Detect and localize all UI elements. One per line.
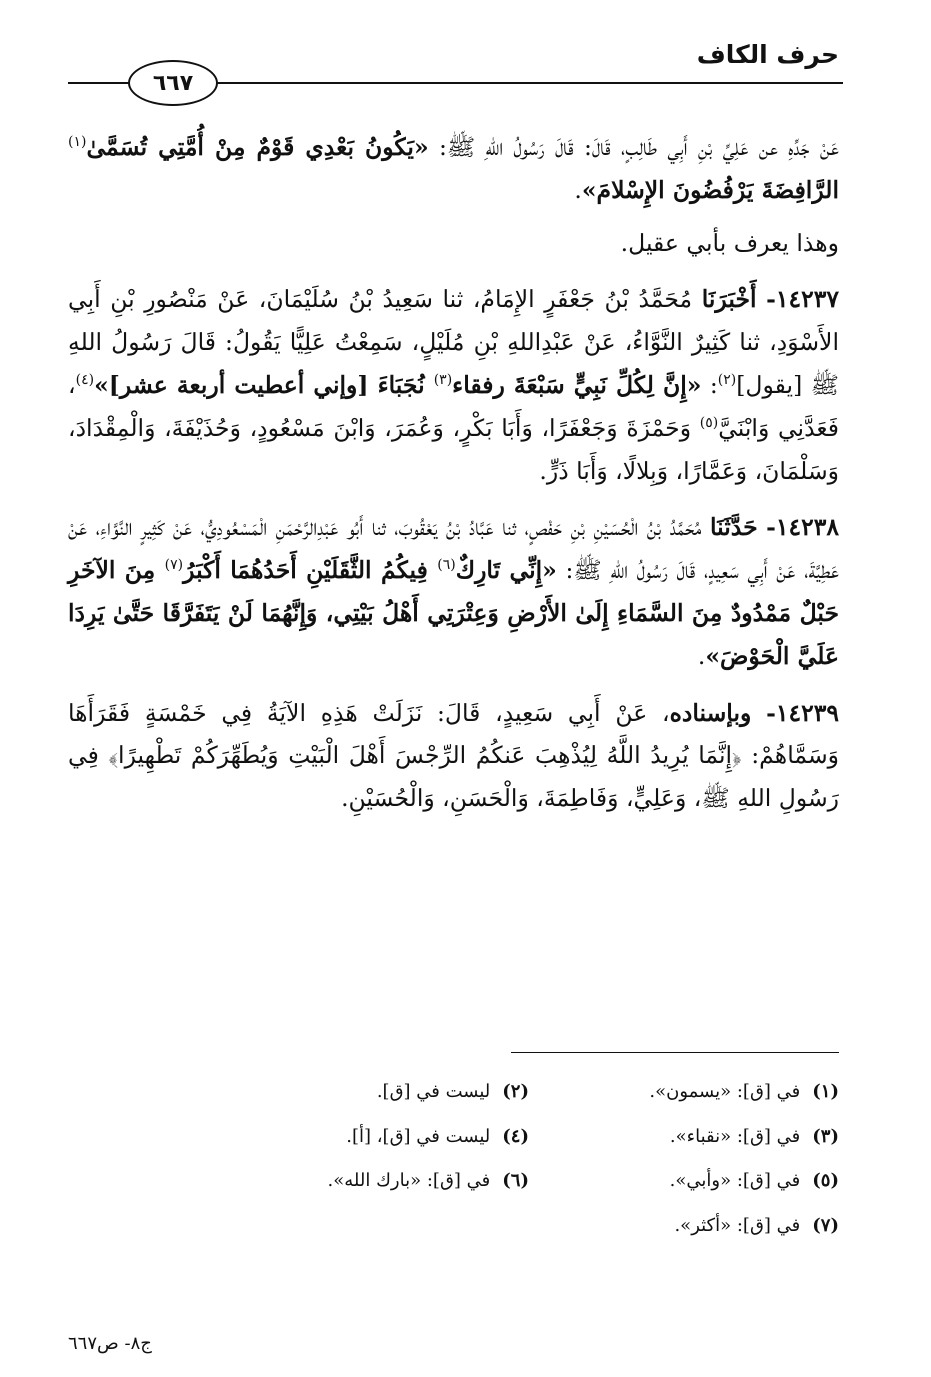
footnote-ref-1: (١) bbox=[68, 134, 87, 151]
narration-text-2: فِي رَسُولِ اللهِ ﷺ، وَعَلِيٍّ، وَفَاطِمَةَ، وَالْحَسَنِ، وَالْحُسَيْنِ. bbox=[68, 741, 839, 813]
intro-note-text: وهذا يعرف بأبي عقيل. bbox=[620, 228, 839, 257]
intro-lead: عَنْ جَدِّهِ عن عَلِيِّ بْنِ أَبِي طَالِبٍ، قَالَ: قَالَ رَسُولُ اللهِ ﷺ: bbox=[428, 133, 839, 161]
colon: : bbox=[701, 370, 718, 399]
quran-verse: ﴿إِنَّمَا يُرِيدُ اللَّهُ لِيُذْهِبَ عَنكُمُ الرِّجْسَ أَهْلَ الْبَيْتِ وَيُطَهِّرَكُمْ تَطْهِيرًا﴾ bbox=[108, 741, 742, 770]
footnote-1 bbox=[529, 1070, 839, 1115]
footnote-3 bbox=[529, 1115, 839, 1160]
footnote-number: (٥) bbox=[812, 1170, 839, 1191]
footnote-rule bbox=[511, 1052, 839, 1053]
intro-note bbox=[68, 222, 839, 265]
narration-text: ، عَنْ أَبِي سَعِيدٍ، قَالَ: نَزَلَتْ هَذِهِ الآيَةُ فِي خَمْسَةٍ فَقَرَأَهَا وَسَمَّاهُمْ: bbox=[68, 698, 839, 770]
hadith-number: ١٤٢٣٩- bbox=[766, 698, 839, 727]
footnote-ref-5: (٥) bbox=[699, 414, 719, 431]
intro-paragraph bbox=[68, 126, 839, 212]
footnotes bbox=[219, 1070, 839, 1248]
footnote-text: في [ق]: «وأبي». bbox=[669, 1170, 801, 1191]
footnote-number: (٦) bbox=[502, 1170, 529, 1191]
footnote-text: في [ق]: «أكثر». bbox=[674, 1214, 801, 1236]
footnote-text: في [ق]: «بارك الله». bbox=[327, 1170, 491, 1191]
footnote-ref-4: (٤) bbox=[75, 372, 95, 389]
hadith-14237 bbox=[68, 278, 839, 492]
hadith-number: ١٤٢٣٧- bbox=[766, 285, 839, 314]
hadith-14239 bbox=[68, 692, 839, 820]
running-head-title: حرف الكاف bbox=[696, 40, 839, 69]
footnote-4 bbox=[219, 1115, 529, 1160]
footnote-5 bbox=[529, 1159, 839, 1204]
footnote-row bbox=[219, 1115, 839, 1160]
narration-text: ، فَعَدَّنِي وَابْنَيَّ bbox=[68, 370, 840, 442]
footnote-number: (٣) bbox=[812, 1125, 839, 1147]
matn-text-3: مِنَ الآخَرِ حَبْلٌ مَمْدُودٌ مِنَ السَّمَاءِ إِلَىٰ الأَرْضِ وَعِتْرَتِي أَهْلُ بَيْتِي، وَإِنَّهُمَا لَنْ يَتَفَرَّقَا حَتَّىٰ يَرِدَا عَلَيَّ الْحَوْضَ» bbox=[68, 556, 839, 670]
intro-hadith-text: «يَكُونُ بَعْدِي قَوْمٌ مِنْ أُمَّتِي تُسَمَّىٰ bbox=[86, 133, 429, 161]
footnote-ref-3: (٣) bbox=[433, 372, 453, 389]
transmission-verb: وبإسناده bbox=[669, 698, 752, 727]
footnote-ref-7: (٧) bbox=[164, 557, 184, 574]
transmission-verb: حَدَّثَنَا bbox=[709, 513, 758, 542]
footnote-ref-6: (٦) bbox=[437, 557, 456, 574]
hadith-end: . bbox=[697, 641, 706, 670]
isnad-text: مُحَمَّدُ بْنُ جَعْفَرٍ الإِمَامُ، ثنا سَعِيدُ بْنُ سُلَيْمَانَ، عَنْ مَنْصُورِ بْنِ أَبِي الأَسْوَدِ، ثنا كَثِيرٌ النَّوَّاءُ، عَنْ عَبْدِاللهِ بْنِ مُلَيْلٍ، سَمِعْتُ عَلِيًّا يَقُولُ: قَالَ رَسُولُ اللهِ ﷺ [يقول] bbox=[68, 285, 839, 399]
matn-text: «إِنَّ لِكُلِّ نَبِيٍّ سَبْعَةَ رفقاء bbox=[452, 370, 702, 399]
footnote-text: في [ق]: «يسمون». bbox=[649, 1081, 801, 1102]
footnote-text: في [ق]: «نقباء». bbox=[669, 1125, 801, 1147]
footnote-text: ليست في [ق]، [أ]. bbox=[346, 1125, 491, 1147]
footnote-text: ليست في [ق]. bbox=[376, 1081, 491, 1102]
matn-text: «إِنِّي تَارِكٌ bbox=[455, 556, 557, 585]
narration-text-2: وَحَمْزَةَ وَجَعْفَرًا، وَأَبَا بَكْرٍ، وَعُمَرَ، وَابْنَ مَسْعُودٍ، وَحُذَيْفَةَ، وَالْمِقْدَادَ، وَسَلْمَانَ، وَعَمَّارًا، وَبِلالًا، وَأَبَا ذَرٍّ. bbox=[68, 413, 839, 485]
footnote-number: (١) bbox=[812, 1081, 839, 1102]
footnote-7 bbox=[484, 1204, 839, 1249]
body-text bbox=[68, 126, 839, 834]
footnote-row bbox=[219, 1204, 839, 1249]
footnote-2 bbox=[219, 1070, 529, 1115]
footnote-number: (٢) bbox=[502, 1081, 529, 1102]
footnote-number: (٧) bbox=[812, 1214, 839, 1236]
footnote-6 bbox=[219, 1159, 529, 1204]
intro-end: . bbox=[574, 175, 582, 204]
intro-hadith-text-2: الرَّافِضَةَ يَرْفُضُونَ الإِسْلامَ» bbox=[581, 175, 839, 204]
page-number-badge: ٦٦٧ bbox=[128, 60, 218, 106]
transmission-verb: أَخْبَرَنَا bbox=[701, 285, 757, 314]
footnote-number: (٤) bbox=[502, 1125, 529, 1147]
volume-page-signature: ج٨- ص٦٦٧ bbox=[68, 1333, 152, 1354]
footnote-ref-2: (٢) bbox=[717, 372, 737, 389]
matn-text-2: فِيكُمُ الثَّقَلَيْنِ أَحَدُهُمَا أَكْبَرُ bbox=[183, 556, 438, 585]
isnad-text: مُحَمَّدُ بْنُ الْحُسَيْنِ بْنِ حَفْصٍ، ثنا عَبَّادُ بْنُ يَعْقُوبَ، ثنا أَبُو عَبْدِالرَّحْمَنِ الْمَسْعُودِيُّ، عَنْ كَثِيرٍ النَّوَّاءِ، عَنْ عَطِيَّةَ، عَنْ أَبِي سَعِيدٍ، قَالَ رَسُولُ اللهِ ﷺ: bbox=[68, 513, 839, 585]
hadith-number: ١٤٢٣٨- bbox=[766, 513, 839, 542]
hadith-14238 bbox=[68, 506, 839, 677]
footnote-row bbox=[219, 1159, 839, 1204]
footnote-row bbox=[219, 1070, 839, 1115]
matn-text-2: نُجَبَاءَ [وإني أعطيت أربعة عشر]» bbox=[94, 370, 434, 399]
